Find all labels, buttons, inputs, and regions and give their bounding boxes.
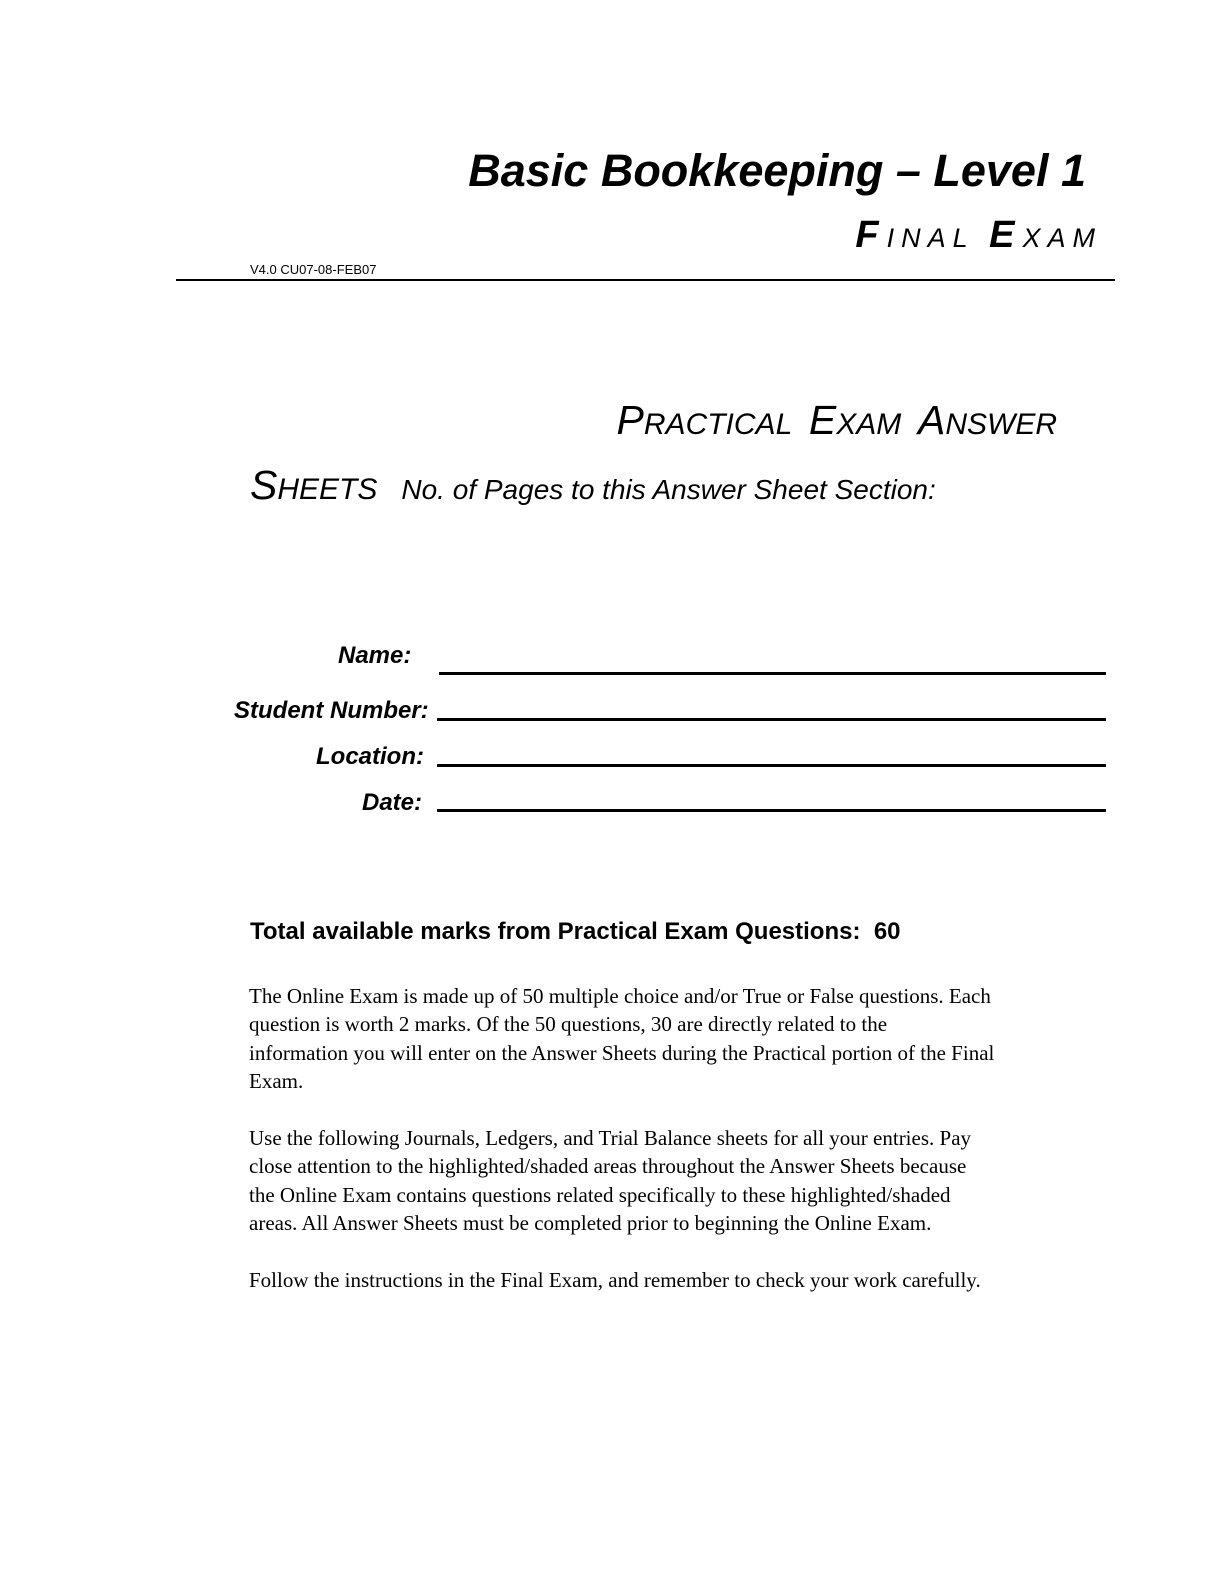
- paragraph-line: areas. All Answer Sheets must be completed prior to beginning the Online Exam.: [249, 1211, 932, 1236]
- section-heading-line-2: [250, 458, 936, 517]
- date-field[interactable]: [437, 809, 1106, 812]
- paragraph-line: close attention to the highlighted/shaded areas throughout the Answer Sheets because: [249, 1154, 967, 1179]
- heading-rest-xam: XAM: [836, 408, 902, 441]
- subtitle-initial-f: F: [855, 214, 887, 256]
- student-number-label: Student Number:: [234, 697, 429, 724]
- total-marks-value: 60: [873, 918, 901, 945]
- heading-initial-p: P: [616, 397, 644, 443]
- paragraph-line: Follow the instructions in the Final Exam, and remember to check your work carefully.: [249, 1268, 981, 1292]
- location-field[interactable]: [437, 764, 1106, 767]
- document-subtitle: [600, 212, 1102, 261]
- paragraph-online-exam: [249, 982, 1109, 1096]
- heading-rest-nswer: NSWER: [945, 408, 1057, 441]
- paragraph-line: question is worth 2 marks. Of the 50 questions, 30 are directly related to the: [249, 1012, 888, 1037]
- section-heading-line-1: [500, 393, 1057, 452]
- paragraph-line: Exam.: [249, 1069, 304, 1094]
- heading-rest-heets: HEETS: [277, 473, 378, 506]
- student-number-field[interactable]: [437, 718, 1106, 721]
- total-marks-label: Total available marks from Practical Exam Questions:: [250, 918, 861, 945]
- subtitle-rest-xam: XAM: [1022, 223, 1102, 253]
- total-marks-heading: [250, 916, 901, 948]
- paragraph-answer-sheets: [249, 1124, 1109, 1238]
- heading-initial-a: A: [917, 397, 946, 443]
- document-title: Basic Bookkeeping – Level 1: [468, 145, 1086, 196]
- heading-rest-practical: RACTICAL: [643, 408, 793, 441]
- subtitle-initial-e: E: [989, 214, 1023, 256]
- heading-initial-e: E: [808, 397, 837, 443]
- subtitle-rest-inal: INAL: [886, 223, 975, 253]
- paragraph-line: information you will enter on the Answer Sheets during the Practical portion of the Final: [249, 1040, 995, 1065]
- location-label: Location:: [316, 743, 424, 770]
- name-label: Name:: [338, 642, 412, 669]
- paragraph-line: Use the following Journals, Ledgers, and Trial Balance sheets for all your entries. Pay: [249, 1126, 972, 1150]
- date-label: Date:: [362, 789, 423, 816]
- version-code: V4.0 CU07-08-FEB07: [250, 262, 377, 277]
- heading-initial-s: S: [250, 462, 278, 508]
- header-divider: [176, 279, 1115, 281]
- pages-count-label: No. of Pages to this Answer Sheet Section:: [401, 474, 936, 505]
- paragraph-line: The Online Exam is made up of 50 multiple choice and/or True or False questions. Each: [249, 984, 991, 1008]
- paragraph-instructions: [249, 1266, 1109, 1294]
- name-field[interactable]: [439, 672, 1106, 675]
- paragraph-line: the Online Exam contains questions related specifically to these highlighted/shaded: [249, 1182, 951, 1207]
